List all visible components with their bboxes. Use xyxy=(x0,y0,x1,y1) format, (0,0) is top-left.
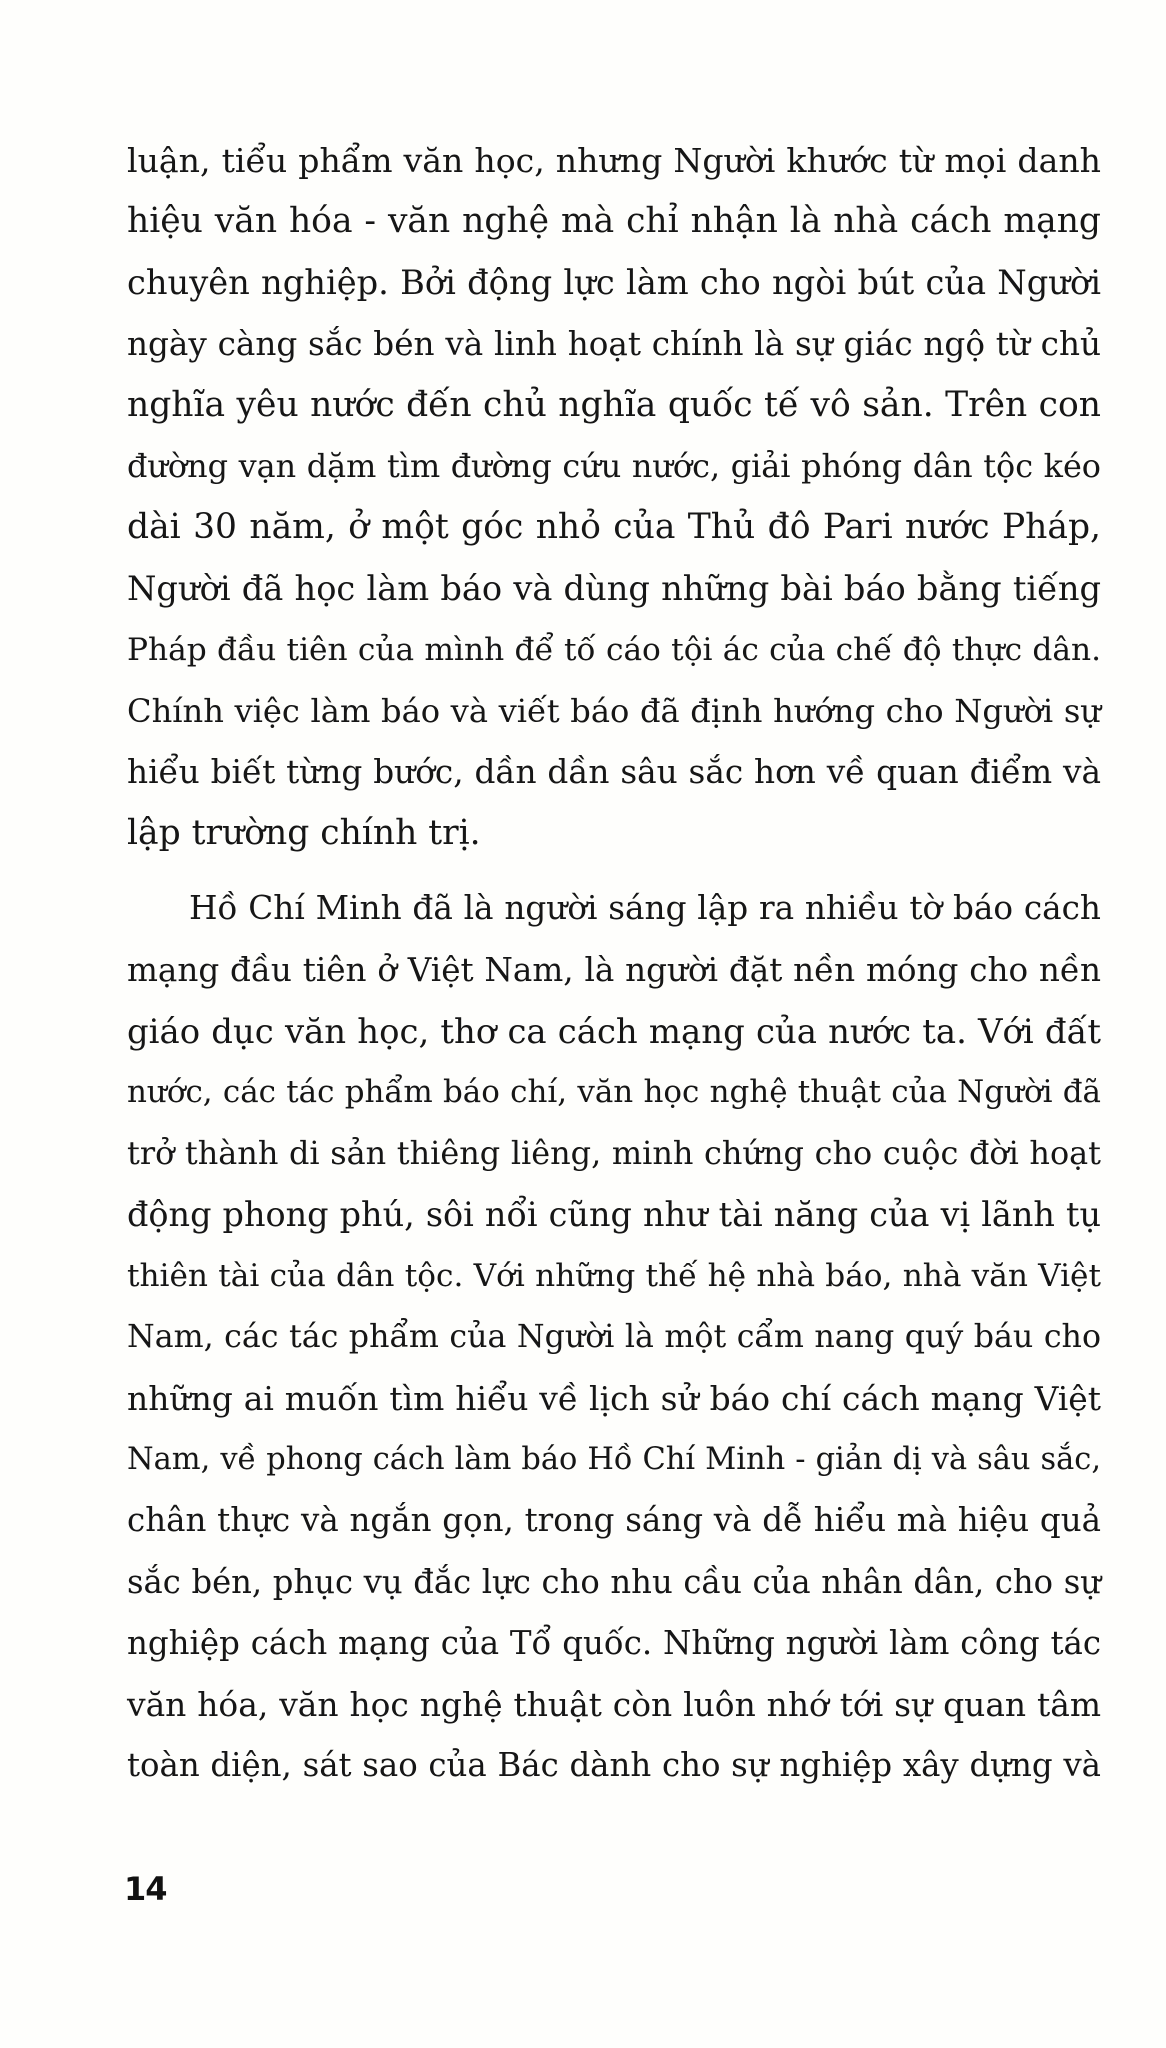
text-line: mạng đầu tiên ở Việt Nam, là người đặt nền móng cho nền xyxy=(127,950,1101,989)
text-line: trở thành di sản thiêng liêng, minh chứng cho cuộc đời hoạt xyxy=(127,1134,1101,1173)
text-line: Hồ Chí Minh đã là người sáng lập ra nhiều tờ báo cách xyxy=(189,889,1101,928)
paragraph-1 xyxy=(127,130,1101,864)
body-text xyxy=(127,130,1101,1796)
text-line: Nam, các tác phẩm của Người là một cẩm nang quý báu cho xyxy=(127,1318,1101,1355)
text-line: hiểu biết từng bước, dần dần sâu sắc hơn về quan điểm và xyxy=(127,753,1101,792)
text-line: nước, các tác phẩm báo chí, văn học nghệ thuật của Người đã xyxy=(127,1074,1101,1111)
text-line: thiên tài của dân tộc. Với những thế hệ nhà báo, nhà văn Việt xyxy=(127,1257,1101,1294)
paragraph-2 xyxy=(127,878,1101,1796)
text-line: chân thực và ngắn gọn, trong sáng và dễ hiểu mà hiệu quả xyxy=(127,1501,1101,1540)
text-line: Người đã học làm báo và dùng những bài báo bằng tiếng xyxy=(127,569,1101,609)
page-number: 14 xyxy=(124,1870,167,1908)
text-line: Chính việc làm báo và viết báo đã định hướng cho Người sự xyxy=(127,691,1101,730)
text-line: Pháp đầu tiên của mình để tố cáo tội ác của chế độ thực dân. xyxy=(127,631,1101,668)
text-line: nghĩa yêu nước đến chủ nghĩa quốc tế vô sản. Trên con xyxy=(127,384,1101,425)
text-line: ngày càng sắc bén và linh hoạt chính là sự giác ngộ từ chủ xyxy=(127,324,1101,363)
text-line: lập trường chính trị. xyxy=(127,813,481,854)
text-line: Nam, về phong cách làm báo Hồ Chí Minh - giản dị và sâu sắc, xyxy=(127,1442,1101,1478)
text-line: đường vạn dặm tìm đường cứu nước, giải phóng dân tộc kéo xyxy=(127,447,1101,486)
text-line: chuyên nghiệp. Bởi động lực làm cho ngòi bút của Người xyxy=(127,263,1101,303)
text-line: hiệu văn hóa - văn nghệ mà chỉ nhận là nhà cách mạng xyxy=(127,201,1101,242)
text-line: dài 30 năm, ở một góc nhỏ của Thủ đô Pari nước Pháp, xyxy=(127,507,1101,548)
text-line: toàn diện, sát sao của Bác dành cho sự nghiệp xây dựng và xyxy=(127,1746,1101,1785)
text-line: văn hóa, văn học nghệ thuật còn luôn nhớ tới sự quan tâm xyxy=(127,1685,1101,1725)
text-line: những ai muốn tìm hiểu về lịch sử báo chí cách mạng Việt xyxy=(127,1379,1101,1419)
text-line: sắc bén, phục vụ đắc lực cho nhu cầu của nhân dân, cho sự xyxy=(127,1562,1101,1601)
text-line: động phong phú, sôi nổi cũng như tài năng của vị lãnh tụ xyxy=(127,1195,1101,1235)
text-line: luận, tiểu phẩm văn học, nhưng Người khước từ mọi danh xyxy=(127,141,1101,180)
text-line: giáo dục văn học, thơ ca cách mạng của nước ta. Với đất xyxy=(127,1011,1101,1051)
text-line: nghiệp cách mạng của Tổ quốc. Những người làm công tác xyxy=(127,1623,1101,1662)
